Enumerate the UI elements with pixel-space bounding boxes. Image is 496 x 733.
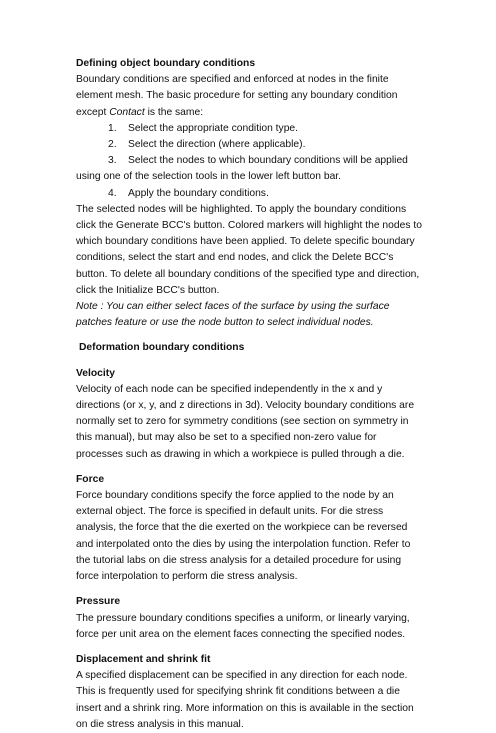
velocity-body: Velocity of each node can be specified independently in the x and y directions (or x, y, and z directions in 3d). Velocity boundary conditions are normally set to zero for symmetry conditions (see section on symmetry in this manual), but may also be set to a specified non-zero value for processes such as drawing in which a workpiece is pulled through a die. [76,383,415,460]
step-number: 3. [108,155,117,167]
object-bc-note: Note : You can either select faces of the surface by using the surface patches feature or use the node button to select individual nodes. [76,301,390,329]
object-bc-heading: Defining object boundary conditions [76,58,256,69]
step-1 [76,121,422,137]
force-heading: Force [76,473,105,485]
step-number: 4. [108,187,117,199]
force-body: Force boundary conditions specify the force applied to the node by an external object. The force is specified in default units. For die stress analysis, the force that the die exerted on the workpiece can be reversed and interpolated onto the dies by using the interpolation function. Refer to the tutorial labs on die stress analysis for a detailed procedure for using force interpolation to perform die stress analysis. [76,490,411,583]
step-number: 1. [108,122,117,134]
object-bc-intro-italic: Contact [109,106,145,118]
step-text: Select the nodes to which boundary conditions will be applied using one of the selection tools in the lower left button bar. [76,155,408,183]
document-page [76,56,422,733]
object-bc-instructions: The selected nodes will be highlighted. To apply the boundary conditions click the Generate BCC's button. Colored markers will highlight the nodes to which boundary conditions have been applied. To delete specific boundary conditions, select the start and end nodes, and click the Delete BCC's button. To delete all boundary conditions of the specified type and direction, click the Initialize BCC's button. [76,203,422,296]
step-4 [76,186,422,202]
step-3 [76,153,422,185]
object-bc-intro-b: is the same: [144,106,204,118]
object-bc-intro-a: Boundary conditions are specified and enforced at nodes in the finite element mesh. The basic procedure for setting any boundary condition except [76,74,398,118]
displacement-body: A specified displacement can be specified in any direction for each node. This is frequently used for specifying shrink fit conditions between a die insert and a shrink ring. More information on this is available in the section on die stress analysis in this manual. [76,670,414,730]
object-bc-intro [76,72,422,121]
velocity-heading: Velocity [76,367,115,379]
step-text: Select the direction (where applicable). [128,139,306,151]
pressure-body: The pressure boundary conditions specifies a uniform, or linearly varying, force per unit area on the element faces connecting the specified nodes. [76,612,410,640]
deformation-heading: Deformation boundary conditions [79,342,245,354]
pressure-heading: Pressure [76,596,121,608]
displacement-heading: Displacement and shrink fit [76,653,211,665]
procedure-steps [76,121,422,202]
step-number: 2. [108,139,117,151]
step-text: Select the appropriate condition type. [128,122,299,134]
step-text: Apply the boundary conditions. [128,187,269,199]
step-2 [76,137,422,153]
